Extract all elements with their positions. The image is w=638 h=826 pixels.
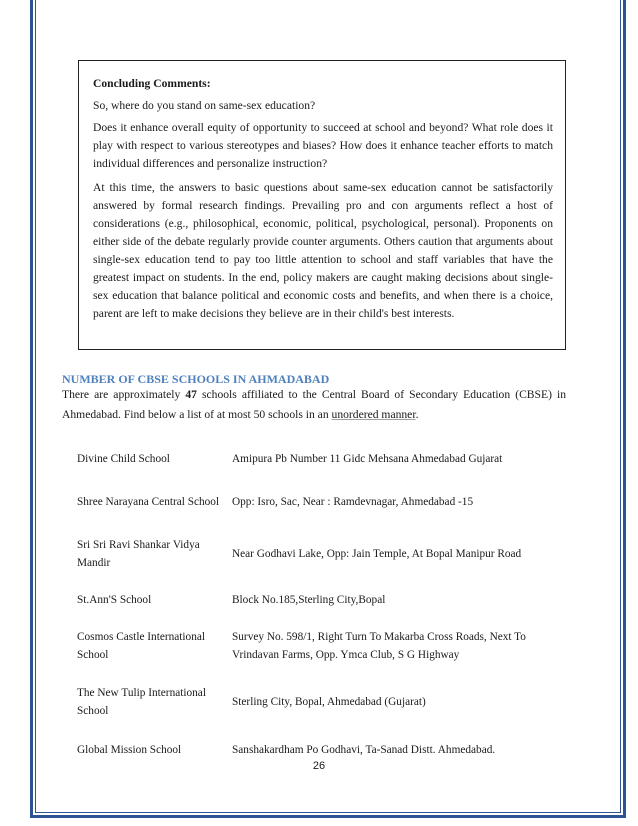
concluding-comments-content bbox=[93, 75, 553, 329]
table-row bbox=[66, 478, 572, 526]
table-row bbox=[66, 674, 572, 730]
school-address: Near Godhavi Lake, Opp: Jain Temple, At Bopal Manipur Road bbox=[232, 548, 522, 560]
school-name: Global Mission School bbox=[77, 744, 182, 756]
school-address: Opp: Isro, Sac, Near : Ramdevnagar, Ahmedabad -15 bbox=[232, 496, 474, 508]
concluding-heading: Concluding Comments: bbox=[93, 77, 211, 90]
concluding-paragraph-2: Does it enhance overall equity of opportunity to succeed at school and beyond? What role does it play with respect to various stereotypes and biases? How does it enhance teacher efforts to match individual differences and personalize instruction? bbox=[93, 121, 553, 170]
section-title: NUMBER OF CBSE SCHOOLS IN AHMADABAD bbox=[62, 372, 330, 386]
page-number: 26 bbox=[312, 760, 326, 772]
concluding-question: So, where do you stand on same-sex education? bbox=[93, 99, 316, 112]
school-name: The New Tulip International School bbox=[77, 687, 206, 717]
school-name: Sri Sri Ravi Shankar Vidya Mandir bbox=[77, 539, 200, 569]
table-row bbox=[66, 526, 572, 582]
concluding-paragraph-3: At this time, the answers to basic questions about same-sex education cannot be satisfactorily answered by formal research findings. Prevailing pro and con arguments reflect a host of considerations (e.g., philosophical, economic, political, psychological, personal). Proponents on either side of the debate regularly provide counter arguments. Others caution that arguments about single-sex education tend to pay too little attention to school and staff variables that have the greatest impact on students. In the end, policy makers are caught making decisions about single-sex education that balance political and economic costs and benefits, and when there is a choice, parent are left to make decisions they believe are in their child's best interests. bbox=[93, 181, 553, 320]
intro-text-end: . bbox=[415, 408, 419, 421]
table-row bbox=[66, 582, 572, 618]
school-name: Cosmos Castle International School bbox=[77, 631, 206, 661]
school-count: 47 bbox=[185, 388, 197, 401]
school-name: St.Ann'S School bbox=[77, 594, 152, 606]
school-address: Sterling City, Bopal, Ahmedabad (Gujarat) bbox=[232, 696, 426, 708]
school-name: Divine Child School bbox=[77, 453, 170, 465]
school-name: Shree Narayana Central School bbox=[77, 496, 220, 508]
intro-text-middle: schools affiliated to the Central Board of Secondary Education (CBSE) in Ahmedabad. Find below a list of at most 50 schools in an bbox=[62, 388, 567, 421]
schools-table bbox=[66, 440, 572, 770]
unordered-manner-link[interactable]: unordered manner bbox=[331, 408, 416, 421]
table-row bbox=[66, 618, 572, 674]
section-intro bbox=[62, 385, 566, 425]
table-row bbox=[66, 440, 572, 478]
concluding-comments-box bbox=[78, 60, 566, 350]
school-address: Amipura Pb Number 11 Gidc Mehsana Ahmedabad Gujarat bbox=[232, 453, 503, 465]
intro-text-start: There are approximately bbox=[62, 388, 186, 401]
school-address: Sanshakardham Po Godhavi, Ta-Sanad Distt. Ahmedabad. bbox=[232, 744, 496, 756]
school-address: Block No.185,Sterling City,Bopal bbox=[232, 594, 386, 606]
school-address: Survey No. 598/1, Right Turn To Makarba Cross Roads, Next To Vrindavan Farms, Opp. Ymca Club, S G Highway bbox=[232, 631, 526, 661]
